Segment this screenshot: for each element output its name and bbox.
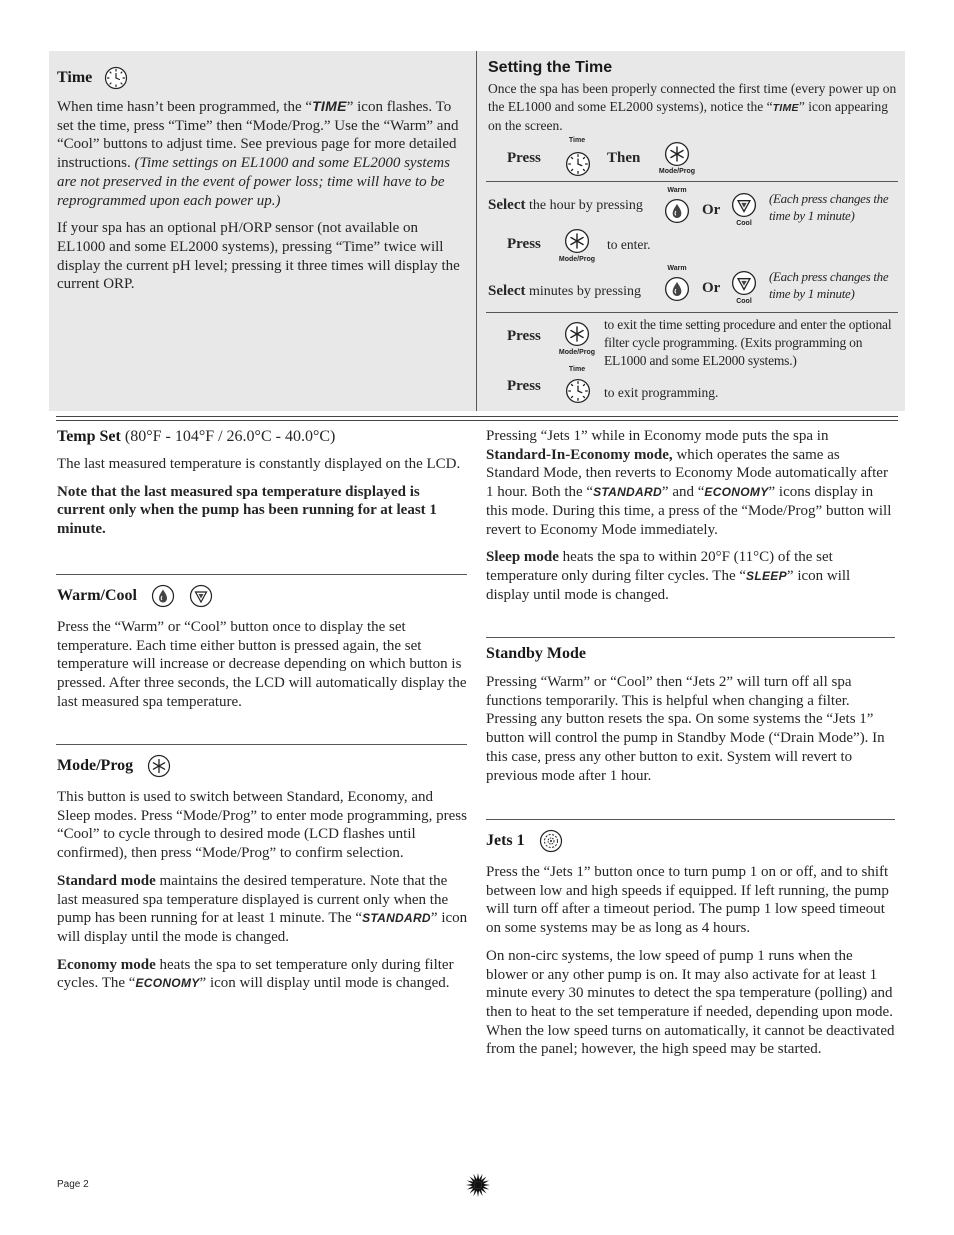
temp-set-paragraph: The last measured temperature is constantly displayed on the LCD. <box>57 456 461 472</box>
warm-label-2: Warm <box>667 265 687 272</box>
press-label-4: Press <box>507 378 541 394</box>
each-press-note-1: (Each press changes the time by 1 minute) <box>769 191 889 223</box>
setting-time-intro: Once the spa has been properly connected the first time (every power up on the EL1000 and some EL2000 systems), notice the “TIME” icon appearing on the screen. <box>488 81 897 133</box>
warm-cool-paragraph: Press the “Warm” or “Cool” button once to display the set temperature. Each time either button is pressed again, the set temperature will increase or decrease depending on which button is pressed. After three seconds, the LCD will automatically display the last measured spa temperature. <box>57 619 467 710</box>
divider-mode-prog <box>56 744 467 745</box>
time-icon-2 <box>565 378 591 404</box>
clock-icon <box>104 66 128 90</box>
time-label-2: Time <box>568 366 586 373</box>
to-enter-text: to enter. <box>607 237 651 252</box>
time-badge-small: TIME <box>772 101 799 114</box>
divider-2 <box>486 312 898 313</box>
jets1-title: Jets 1 <box>486 832 525 849</box>
mode-button-icon <box>664 141 690 167</box>
select-hour-row: Select the hour by pressing <box>488 197 643 213</box>
exit-programming-text: to exit programming. <box>604 385 719 400</box>
temp-set-note: Note that the last measured spa temperature displayed is current only when the pump has been running for at least 1 minute. <box>57 483 437 538</box>
right-column-top <box>486 427 896 604</box>
temp-set-range: (80°F - 104°F / 26.0°C - 40.0°C) <box>124 428 336 445</box>
warm-label-1: Warm <box>667 187 687 194</box>
warm-cool-title: Warm/Cool <box>57 587 137 604</box>
sunburst-logo-icon <box>465 1172 491 1198</box>
box-divider <box>476 51 477 411</box>
mode-label-3: Mode/Prog <box>558 349 596 356</box>
divider-jets1 <box>486 819 895 820</box>
economy-mode-paragraph: Economy mode heats the spa to set temperature only during filter cycles. The “ECONOMY” icon will display until mode is changed. <box>57 956 454 992</box>
standby-paragraph: Pressing “Warm” or “Cool” then “Jets 2” will turn off all spa functions temporarily. This is helpful when changing a filter. Pressing any button resets the spa. On some systems the “Jets 1” button will control the pump in Standby Mode (“Drain Mode”). In this case, press any other button to exit. System will revert to previous mode after 1 hour. <box>486 674 885 784</box>
time-paragraph-1: When time hasn’t been programmed, the “TIME” icon flashes. To set the time, press “Time” then “Mode/Prog.” Use the “Warm” and “Cool” buttons to adjust time. See previous page for more detailed instructions. (Time settings on EL1000 and some EL2000 systems are not preserved in the event of power loss; time will have to be reprogrammed upon each power up.) <box>57 98 459 209</box>
sleep-mode-paragraph: Sleep mode heats the spa to within 20°F (11°C) of the set temperature only during filter cycles. The “SLEEP” icon will display until mode is changed. <box>486 549 851 603</box>
cool-label-2: Cool <box>736 298 752 305</box>
jets1-paragraph-1: Press the “Jets 1” button once to turn pump 1 on or off, and to shift between low and high speeds if equipped. If left running, the pump will turn off after a timeout period. The pump 1 low speed timeout on some systems may be as long as 4 hours. <box>486 864 889 937</box>
press-label-3: Press <box>507 328 541 344</box>
warm-icon-1 <box>664 198 690 224</box>
time-title: Time <box>57 69 93 86</box>
mode-icon-3 <box>564 321 590 347</box>
economy-badge: ECONOMY <box>135 976 200 991</box>
divider-standby <box>486 637 895 638</box>
standard-badge: STANDARD <box>362 911 431 926</box>
mode-prog-section <box>57 754 468 993</box>
time-button-label: Time <box>568 137 586 144</box>
time-badge: TIME <box>312 98 347 114</box>
or-label-2: Or <box>702 280 721 296</box>
jets1-paragraph-2: On non-circ systems, the low speed of pump 1 runs when the blower or any other pump is on. It may also activate for at least 1 minute every 30 minutes to detect the spa temperature (polling) and then to heat to the set temperature if needed, depending upon mode. When the low speed turns on automatically, it cannot be deactivated from the panel; however, the high speed may be started. <box>486 947 895 1058</box>
cool-icon-2 <box>731 270 757 296</box>
standby-title: Standby Mode <box>486 645 587 662</box>
double-rule-bottom <box>56 420 898 421</box>
setting-time-title: Setting the Time <box>488 59 613 76</box>
standby-section <box>486 645 896 785</box>
standard-badge-2: STANDARD <box>593 485 662 500</box>
mode-icon <box>147 754 171 778</box>
jets1-section <box>486 829 896 1059</box>
mode-prog-title: Mode/Prog <box>57 757 134 774</box>
standard-mode-paragraph: Standard mode maintains the desired temperature. Note that the last measured spa temperature displayed is current only when the pump has been running for at least 1 minute. The “STANDARD” icon will display until the mode is changed. <box>57 872 468 945</box>
page-number: Page 2 <box>57 1179 89 1190</box>
temp-set-title: Temp Set <box>57 428 121 445</box>
or-label-1: Or <box>702 202 721 218</box>
time-button-icon <box>565 151 591 177</box>
time-section <box>57 66 467 294</box>
standard-in-economy-paragraph: Pressing “Jets 1” while in Economy mode puts the spa in Standard-In-Economy mode, which operates the same as Standard Mode, then reverts to Economy Mode automatically after 1 hour. Both the “STANDARD” and “ECONOMY” icons display in this mode. During this time, a press of the “Mode/Prog” button will revert to Economy Mode immediately. <box>486 428 892 538</box>
cool-icon-1 <box>731 192 757 218</box>
cool-icon <box>189 584 213 608</box>
double-rule-top <box>56 416 898 417</box>
press-label-1: Press <box>507 150 541 166</box>
time-paragraph-2: If your spa has an optional pH/ORP sensor (not available on EL1000 and some EL2000 systems), pressing “Time” twice will display the current pH level; pressing it three times will display the current ORP. <box>57 220 460 293</box>
mode-prog-paragraph: This button is used to switch between Standard, Economy, and Sleep modes. Press “Mode/Prog” to enter mode programming, press “Cool” to cycle through to desired mode (LCD flashes until confirmed), then press “Mode/Prog” to confirm selection. <box>57 789 467 862</box>
sleep-badge: SLEEP <box>746 568 787 583</box>
warm-cool-section <box>57 584 468 712</box>
temp-set-section <box>57 428 468 539</box>
then-label: Then <box>607 150 641 166</box>
mode-label-2: Mode/Prog <box>558 256 596 263</box>
economy-badge-2: ECONOMY <box>704 485 769 500</box>
divider-warm-cool <box>56 574 467 575</box>
warm-icon <box>151 584 175 608</box>
press-label-2: Press <box>507 236 541 252</box>
cool-label-1: Cool <box>736 220 752 227</box>
jets-icon <box>539 829 563 853</box>
mode-icon-2 <box>564 228 590 254</box>
each-press-note-2: (Each press changes the time by 1 minute) <box>769 269 889 301</box>
divider-1 <box>486 181 898 182</box>
select-minutes-row: Select minutes by pressing <box>488 283 641 299</box>
exit-text: to exit the time setting procedure and enter the optional filter cycle programming. (Exits programming on EL1000 and some EL2000 systems.) <box>604 317 892 368</box>
mode-button-label: Mode/Prog <box>658 168 696 175</box>
warm-icon-2 <box>664 276 690 302</box>
